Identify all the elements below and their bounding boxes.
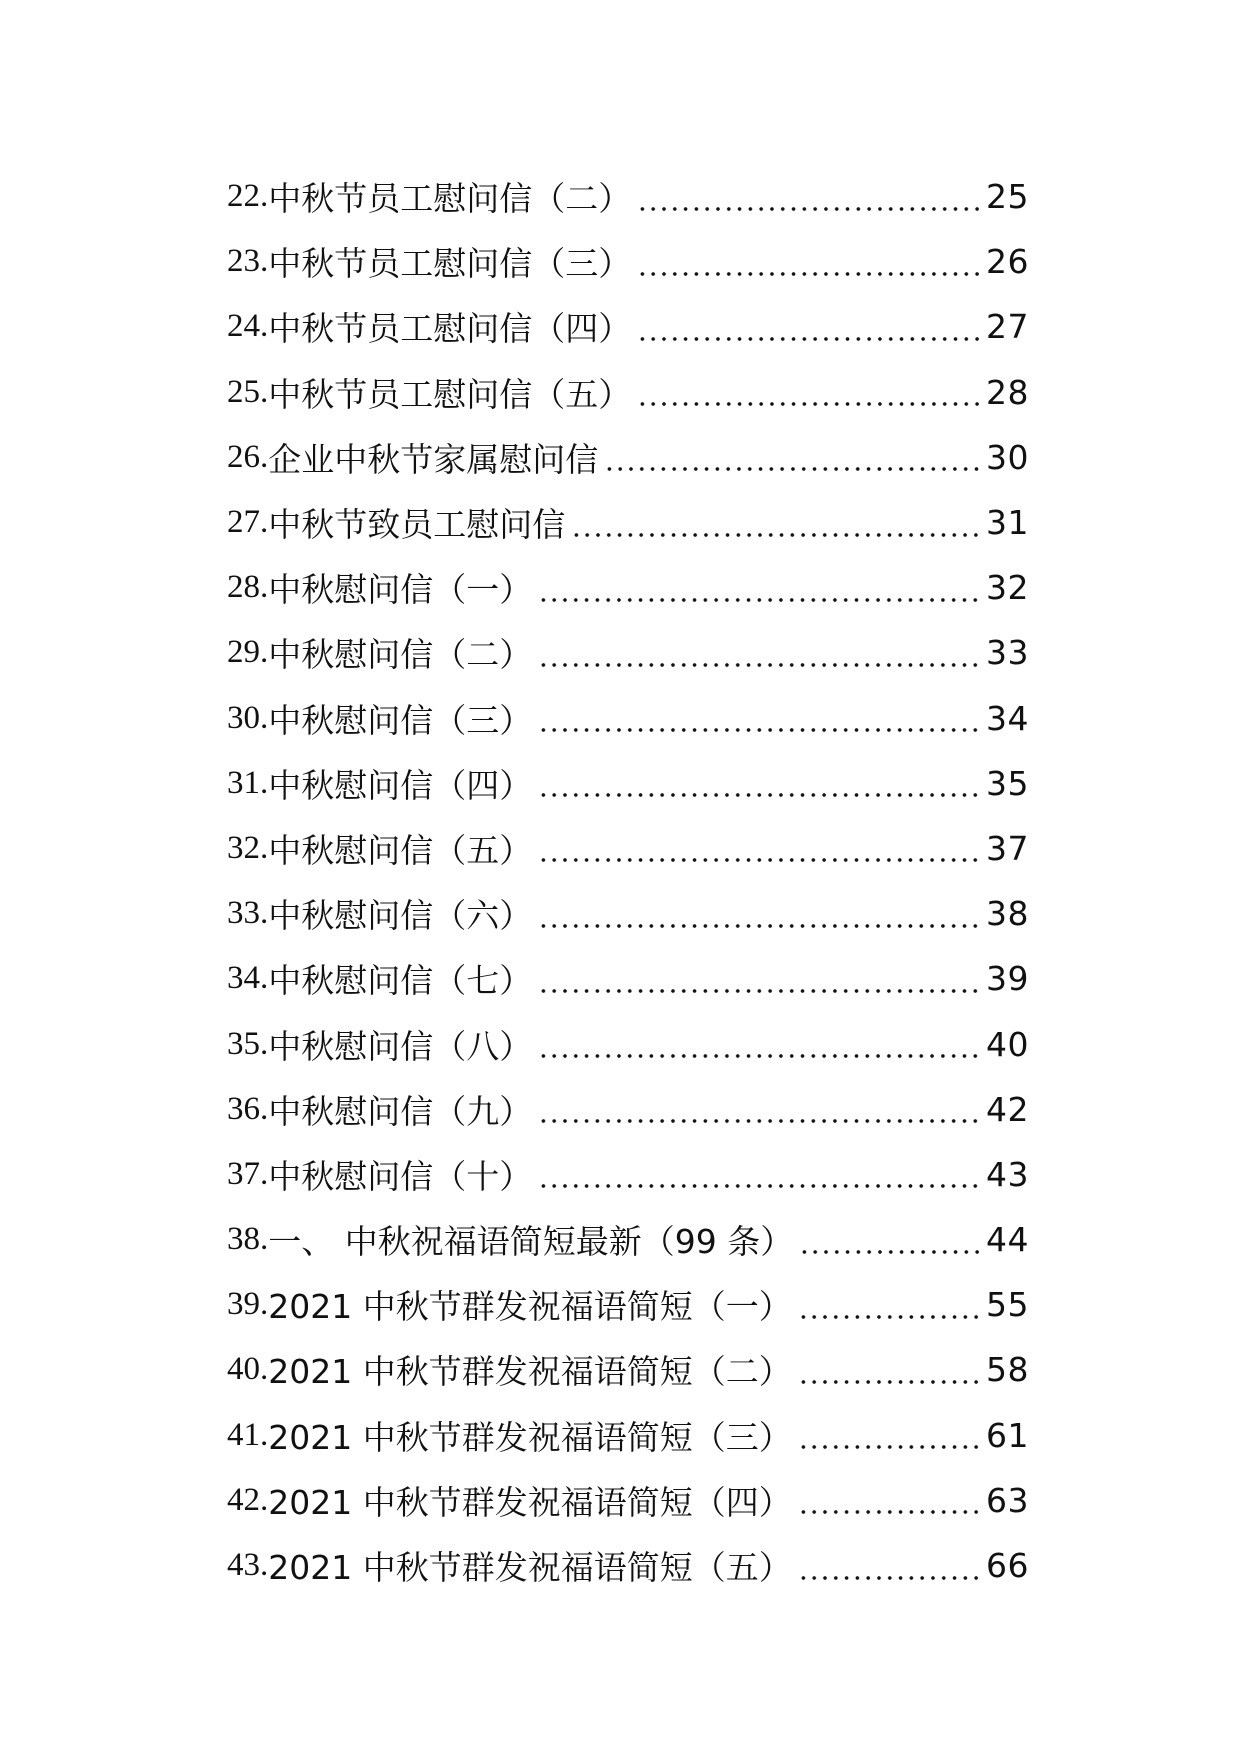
toc-entry-page: 30 xyxy=(986,437,1029,477)
dot-leader xyxy=(538,1142,981,1207)
toc-entry-title: 企业中秋节家属慰问信 xyxy=(268,439,599,479)
dot-leader xyxy=(798,1337,981,1402)
toc-entry xyxy=(227,751,1029,816)
toc-entry xyxy=(227,1468,1029,1533)
toc-entry-title: 中秋慰问信（七） xyxy=(268,961,533,1001)
toc-entry-number: 27. xyxy=(227,504,269,541)
toc-entry-number: 32. xyxy=(227,829,269,866)
dot-leader xyxy=(538,946,981,1011)
toc-entry-title: 2021 中秋节群发祝福语简短（一） xyxy=(268,1287,792,1327)
toc-entry-number: 29. xyxy=(227,634,269,671)
dot-leader xyxy=(637,229,981,294)
dot-leader xyxy=(798,1533,981,1598)
toc-entry-title: 中秋节致员工慰问信 xyxy=(268,505,566,545)
toc-entry-title: 中秋慰问信（五） xyxy=(268,830,533,870)
toc-entry-number: 31. xyxy=(227,764,269,801)
toc-entry-number: 42. xyxy=(227,1481,269,1518)
dot-leader xyxy=(637,294,981,359)
toc-entry xyxy=(227,164,1029,229)
toc-entry-page: 25 xyxy=(986,177,1029,217)
toc-entry-page: 63 xyxy=(986,1480,1029,1520)
toc-entry-title: 2021 中秋节群发祝福语简短（三） xyxy=(268,1417,792,1457)
toc-entry-page: 28 xyxy=(986,372,1029,412)
toc-entry xyxy=(227,1337,1029,1402)
dot-leader xyxy=(799,1207,981,1272)
toc-entry-page: 55 xyxy=(986,1285,1029,1325)
toc-entry-title: 中秋慰问信（六） xyxy=(268,896,533,936)
dot-leader xyxy=(538,620,981,685)
dot-leader xyxy=(538,686,981,751)
toc-entry-number: 23. xyxy=(227,243,269,280)
toc-entry xyxy=(227,686,1029,751)
toc-entry-number: 22. xyxy=(227,178,269,215)
toc-entry xyxy=(227,555,1029,620)
dot-leader xyxy=(538,751,981,816)
dot-leader xyxy=(538,881,981,946)
dot-leader xyxy=(798,1468,981,1533)
toc-entry-title: 2021 中秋节群发祝福语简短（二） xyxy=(268,1352,792,1392)
toc-entry-title: 中秋慰问信（二） xyxy=(268,635,533,675)
toc-entry xyxy=(227,1077,1029,1142)
toc-entry xyxy=(227,360,1029,425)
toc-entry-number: 34. xyxy=(227,960,269,997)
toc-entry-number: 24. xyxy=(227,308,269,345)
toc-entry-number: 39. xyxy=(227,1286,269,1323)
toc-entry-number: 38. xyxy=(227,1221,269,1258)
toc-entry-page: 34 xyxy=(986,698,1029,738)
toc-entry-title: 中秋节员工慰问信（四） xyxy=(268,309,632,349)
toc-entry-number: 35. xyxy=(227,1025,269,1062)
toc-entry-page: 26 xyxy=(986,242,1029,282)
toc-entry-page: 33 xyxy=(986,633,1029,673)
toc-entry-page: 58 xyxy=(986,1350,1029,1390)
toc-entry xyxy=(227,816,1029,881)
toc-entry-title: 中秋慰问信（三） xyxy=(268,700,533,740)
toc-entry-page: 37 xyxy=(986,828,1029,868)
toc-entry xyxy=(227,1272,1029,1337)
dot-leader xyxy=(604,425,981,490)
toc-entry xyxy=(227,620,1029,685)
dot-leader xyxy=(637,360,981,425)
toc-entry-title: 中秋慰问信（十） xyxy=(268,1156,533,1196)
toc-entry-number: 26. xyxy=(227,438,269,475)
dot-leader xyxy=(538,816,981,881)
toc-entry-number: 25. xyxy=(227,373,269,410)
toc-entry xyxy=(227,1011,1029,1076)
dot-leader xyxy=(637,164,981,229)
toc-entry xyxy=(227,425,1029,490)
toc-entry-number: 28. xyxy=(227,569,269,606)
toc-entry xyxy=(227,881,1029,946)
toc-entry-number: 30. xyxy=(227,699,269,736)
toc-entry xyxy=(227,946,1029,1011)
toc-entry-title: 一、 中秋祝福语简短最新（99 条） xyxy=(268,1222,794,1262)
toc-entry-page: 27 xyxy=(986,307,1029,347)
toc-entry-number: 40. xyxy=(227,1351,269,1388)
toc-entry-page: 35 xyxy=(986,763,1029,803)
toc-entry xyxy=(227,1403,1029,1468)
toc-entry xyxy=(227,1142,1029,1207)
toc-entry-page: 66 xyxy=(986,1546,1029,1586)
toc-entry-title: 中秋节员工慰问信（五） xyxy=(268,374,632,414)
toc-entry-title: 中秋慰问信（四） xyxy=(268,765,533,805)
toc-entry-number: 41. xyxy=(227,1416,269,1453)
toc-entry-number: 43. xyxy=(227,1547,269,1584)
dot-leader xyxy=(538,1077,981,1142)
toc-entry-title: 中秋慰问信（九） xyxy=(268,1091,533,1131)
toc-entry-page: 42 xyxy=(986,1089,1029,1129)
table-of-contents xyxy=(227,164,1029,1598)
toc-entry-title: 2021 中秋节群发祝福语简短（四） xyxy=(268,1482,792,1522)
toc-entry xyxy=(227,229,1029,294)
toc-entry xyxy=(227,490,1029,555)
toc-entry-page: 40 xyxy=(986,1024,1029,1064)
toc-entry-page: 44 xyxy=(986,1220,1029,1260)
dot-leader xyxy=(538,555,981,620)
toc-entry-page: 32 xyxy=(986,568,1029,608)
toc-entry-page: 43 xyxy=(986,1154,1029,1194)
toc-entry-page: 39 xyxy=(986,959,1029,999)
toc-entry xyxy=(227,294,1029,359)
toc-entry-number: 37. xyxy=(227,1155,269,1192)
toc-entry-title: 中秋节员工慰问信（三） xyxy=(268,244,632,284)
toc-entry-title: 中秋慰问信（八） xyxy=(268,1026,533,1066)
toc-entry xyxy=(227,1533,1029,1598)
toc-entry-title: 2021 中秋节群发祝福语简短（五） xyxy=(268,1548,792,1588)
dot-leader xyxy=(798,1403,981,1468)
toc-entry-page: 61 xyxy=(986,1415,1029,1455)
dot-leader xyxy=(571,490,981,555)
toc-entry-title: 中秋节员工慰问信（二） xyxy=(268,179,632,219)
toc-entry-page: 38 xyxy=(986,894,1029,934)
toc-entry-number: 33. xyxy=(227,895,269,932)
toc-entry xyxy=(227,1207,1029,1272)
toc-entry-number: 36. xyxy=(227,1090,269,1127)
dot-leader xyxy=(538,1011,981,1076)
toc-entry-page: 31 xyxy=(986,503,1029,543)
dot-leader xyxy=(798,1272,981,1337)
toc-entry-title: 中秋慰问信（一） xyxy=(268,570,533,610)
